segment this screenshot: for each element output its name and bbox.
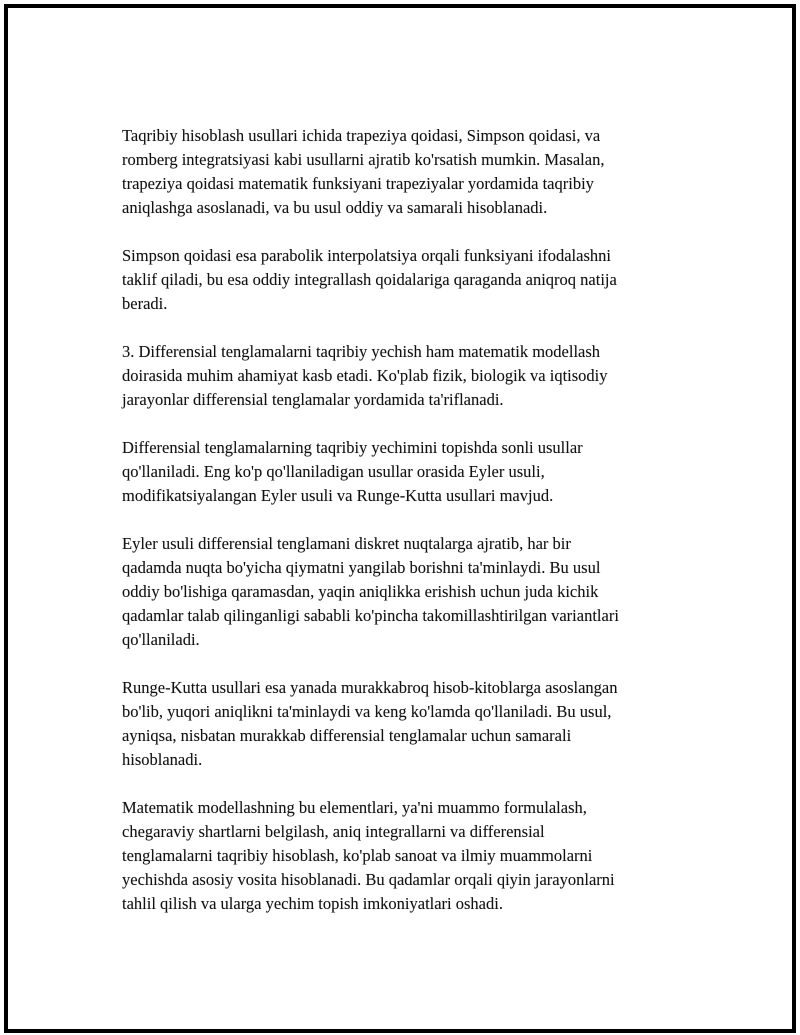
paragraph-trapezoid-methods [122,124,692,220]
text-line: yechishda asosiy vosita hisoblanadi. Bu qadamlar orqali qiyin jarayonlarni [122,870,615,889]
paragraph-simpson-rule [122,244,692,316]
paragraph-numerical-methods [122,436,692,508]
text-line: romberg integratsiyasi kabi usullarni ajratib ko'rsatish mumkin. Masalan, [122,150,605,169]
paragraph-euler-method [122,532,692,652]
text-line: doirasida muhim ahamiyat kasb etadi. Ko'plab fizik, biologik va iqtisodiy [122,366,608,385]
text-line: Matematik modellashning bu elementlari, ya'ni muammo formulalash, [122,798,587,817]
text-line: bo'lib, yuqori aniqlikni ta'minlaydi va keng ko'lamda qo'llaniladi. Bu usul, [122,702,612,721]
text-line: hisoblanadi. [122,750,203,769]
text-line: qadamda nuqta bo'yicha qiymatni yangilab borishni ta'minlaydi. Bu usul [122,558,601,577]
text-line: Eyler usuli differensial tenglamani diskret nuqtalarga ajratib, har bir [122,534,571,553]
page-frame [4,4,796,1033]
text-line: qadamlar talab qilinganligi sababli ko'pincha takomillashtirilgan variantlari [122,606,619,625]
text-line: Simpson qoidasi esa parabolik interpolatsiya orqali funksiyani ifodalashni [122,246,611,265]
text-line: qo'llaniladi. Eng ko'p qo'llaniladigan usullar orasida Eyler usuli, [122,462,545,481]
text-line: Differensial tenglamalarning taqribiy yechimini topishda sonli usullar [122,438,583,457]
text-line: ayniqsa, nisbatan murakkab differensial tenglamalar uchun samarali [122,726,572,745]
text-line: beradi. [122,294,168,313]
text-line: trapeziya qoidasi matematik funksiyani trapeziyalar yordamida taqribiy [122,174,594,193]
text-line: oddiy bo'lishiga qaramasdan, yaqin aniqlikka erishish uchun juda kichik [122,582,599,601]
text-line: tahlil qilish va ularga yechim topish imkoniyatlari oshadi. [122,894,503,913]
text-line: aniqlashga asoslanadi, va bu usul oddiy va samarali hisoblanadi. [122,198,548,217]
paragraph-differential-equations [122,340,692,412]
text-line: modifikatsiyalangan Eyler usuli va Runge-Kutta usullari mavjud. [122,486,554,505]
paragraph-modelling-summary [122,796,692,916]
text-line: qo'llaniladi. [122,630,200,649]
text-line: Taqribiy hisoblash usullari ichida trapeziya qoidasi, Simpson qoidasi, va [122,126,601,145]
text-line: 3. Differensial tenglamalarni taqribiy yechish ham matematik modellash [122,342,601,361]
text-line: jarayonlar differensial tenglamalar yordamida ta'riflanadi. [122,390,504,409]
document-body [122,124,692,940]
text-line: tenglamalarni taqribiy hisoblash, ko'plab sanoat va ilmiy muammolarni [122,846,593,865]
text-line: chegaraviy shartlarni belgilash, aniq integrallarni va differensial [122,822,545,841]
paragraph-runge-kutta [122,676,692,772]
text-line: Runge-Kutta usullari esa yanada murakkabroq hisob-kitoblarga asoslangan [122,678,618,697]
text-line: taklif qiladi, bu esa oddiy integrallash qoidalariga qaraganda aniqroq natija [122,270,617,289]
